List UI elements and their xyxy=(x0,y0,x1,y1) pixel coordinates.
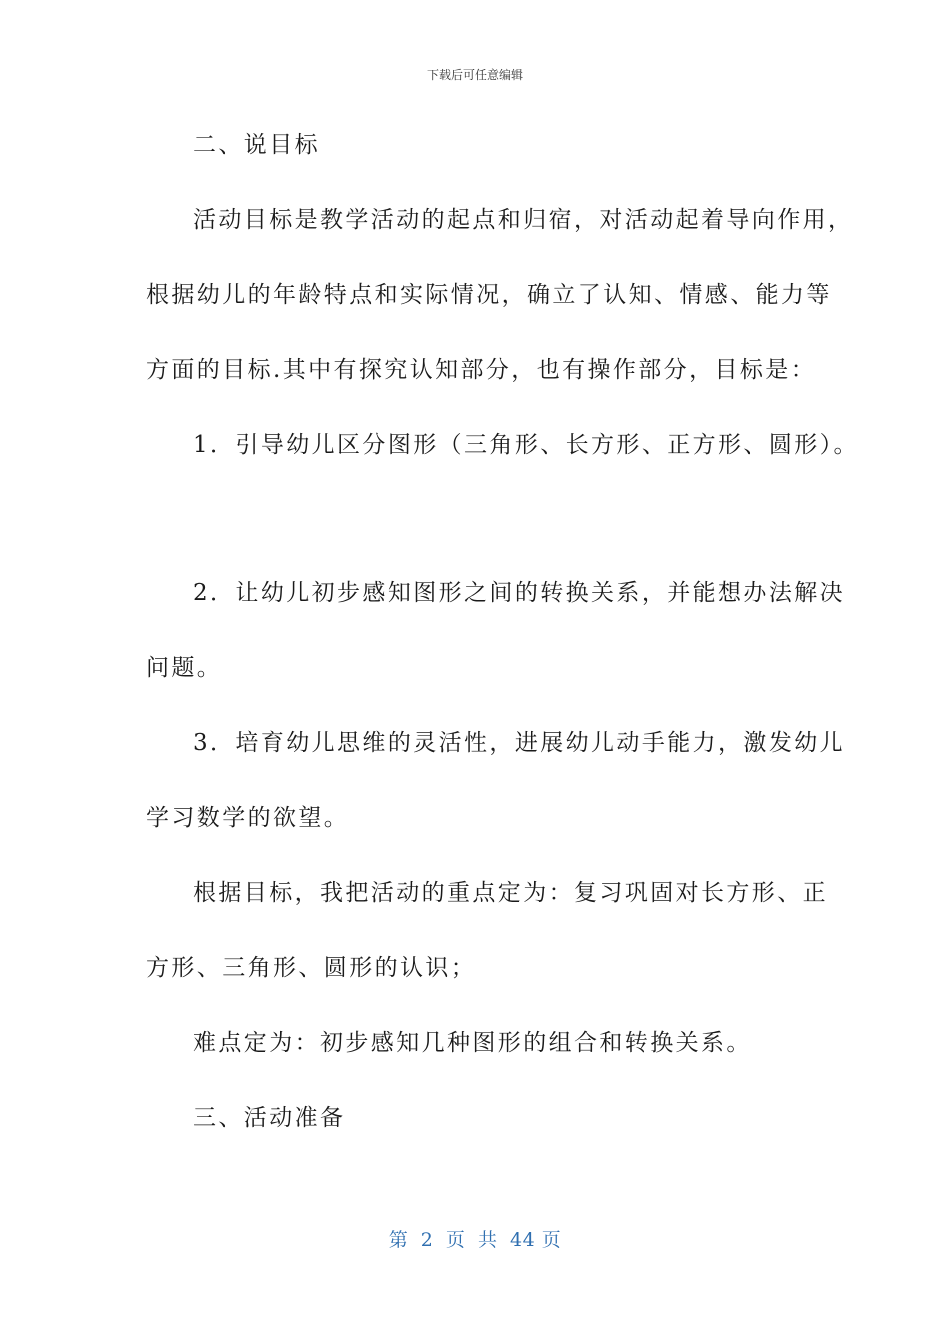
goal-item-2: 2．让幼儿初步感知图形之间的转换关系，并能想办法解决 xyxy=(193,580,846,606)
section-heading-goals: 二、说目标 xyxy=(193,132,320,158)
section-heading-preparation: 三、活动准备 xyxy=(193,1105,346,1131)
footer-total-pages: 44 xyxy=(510,1229,536,1251)
page-header-note: 下载后可任意编辑 xyxy=(426,68,523,82)
paragraph-line: 活动目标是教学活动的起点和归宿，对活动起着导向作用， xyxy=(193,207,854,233)
footer-total-prefix: 共 xyxy=(477,1229,498,1251)
goal-item-3: 3．培育幼儿思维的灵活性，进展幼儿动手能力，激发幼儿 xyxy=(193,730,846,756)
footer-page-suffix: 页 xyxy=(541,1229,562,1251)
goal-item-3-continuation: 学习数学的欲望。 xyxy=(146,805,350,831)
footer-page-prefix: 第 xyxy=(388,1229,409,1251)
paragraph-key-point: 根据目标，我把活动的重点定为：复习巩固对长方形、正 xyxy=(193,880,828,906)
page-number-footer xyxy=(0,1225,950,1252)
goal-item-2-continuation: 问题。 xyxy=(146,655,223,681)
footer-current-page: 2 xyxy=(420,1229,434,1251)
paragraph-line: 方形、三角形、圆形的认识； xyxy=(146,955,477,981)
paragraph-line: 根据幼儿的年龄特点和实际情况，确立了认知、情感、能力等 xyxy=(146,282,832,308)
paragraph-difficulty: 难点定为：初步感知几种图形的组合和转换关系。 xyxy=(193,1030,752,1056)
goal-item-1: 1．引导幼儿区分图形（三角形、长方形、正方形、圆形）。 xyxy=(193,432,859,458)
paragraph-line: 方面的目标.其中有探究认知部分，也有操作部分，目标是： xyxy=(146,357,817,383)
footer-page-mid: 页 xyxy=(445,1229,466,1251)
